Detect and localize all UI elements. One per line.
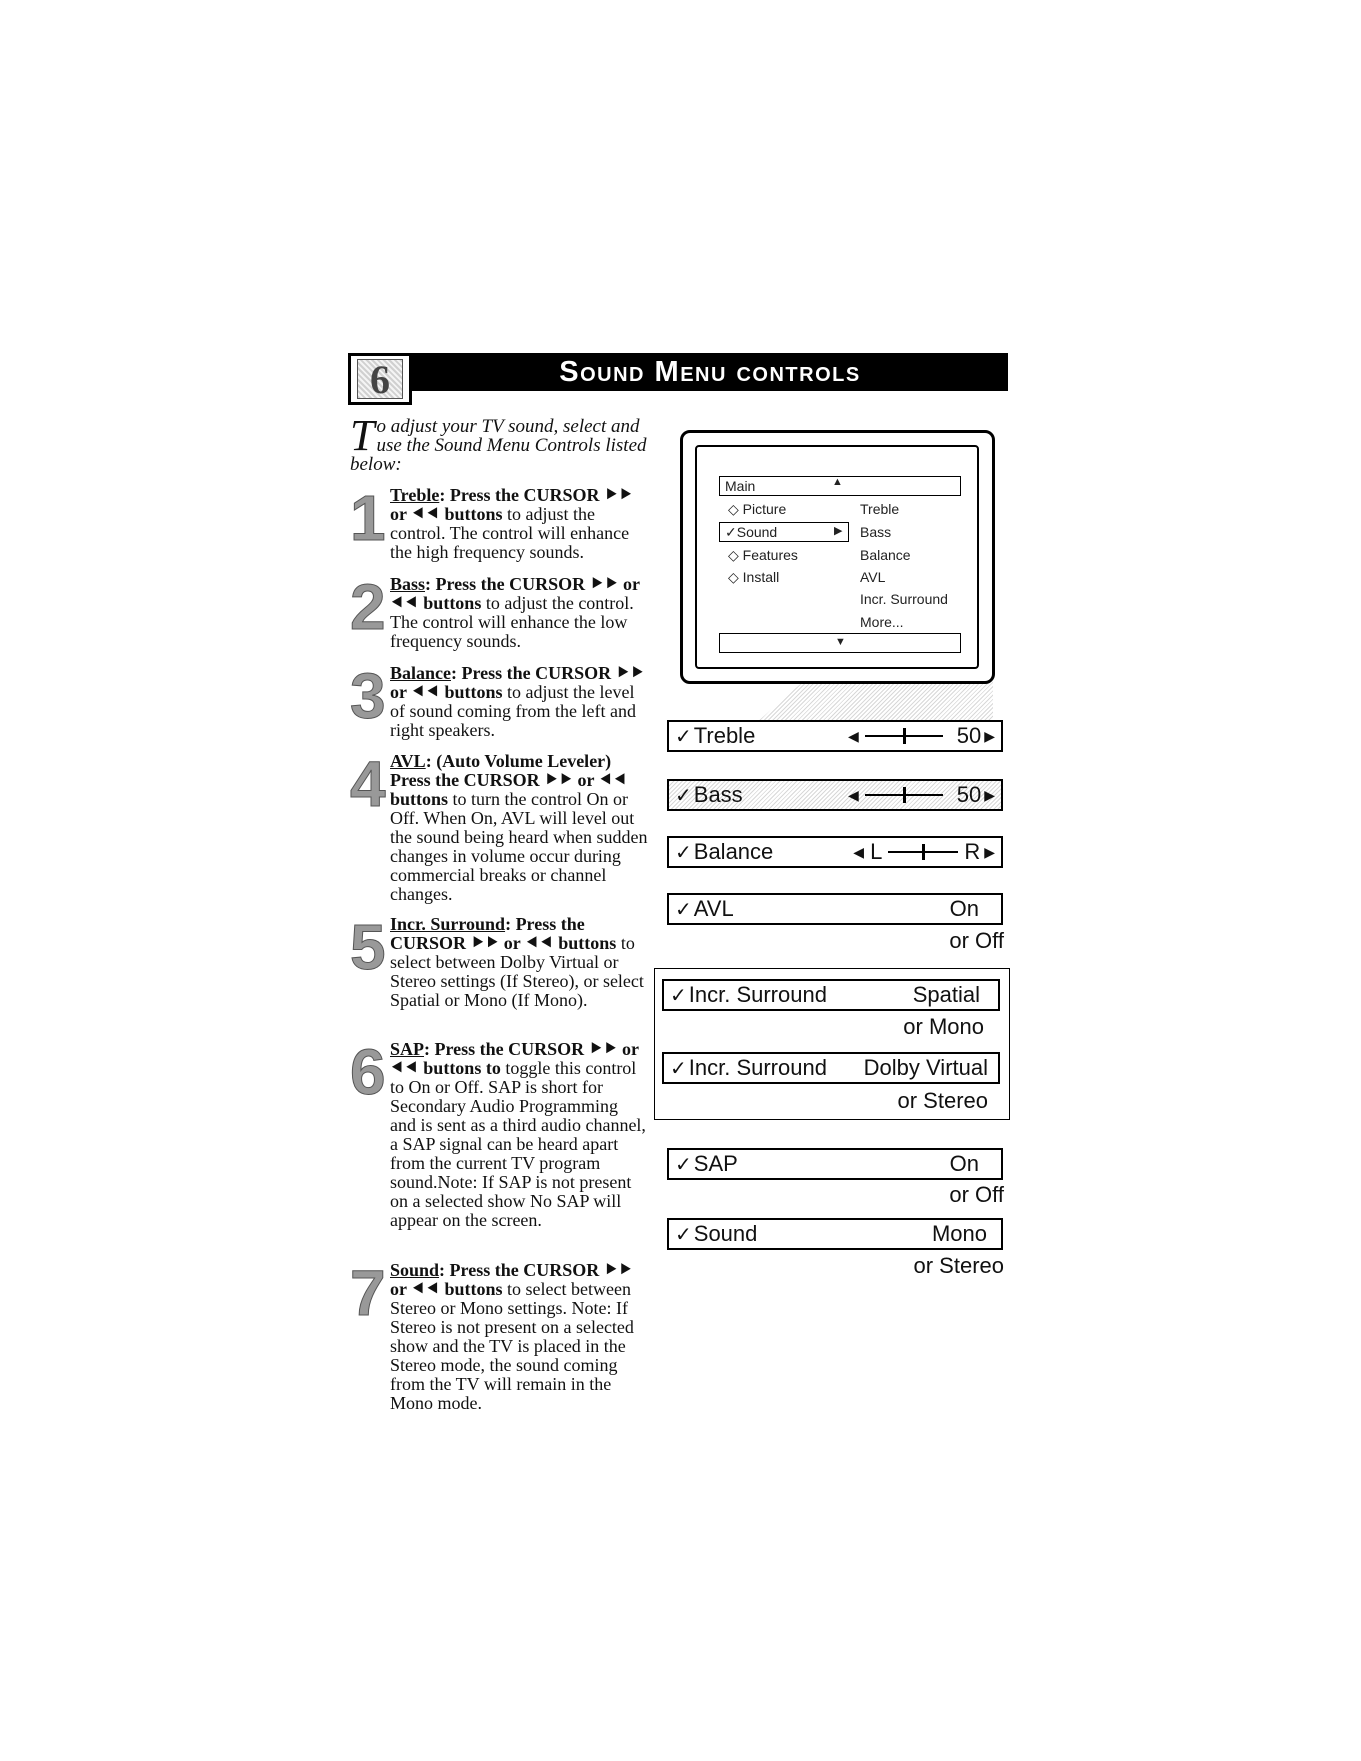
slider-knob bbox=[903, 728, 906, 744]
step-rest: to adjust the control. The control will enhance the low frequency sounds. bbox=[390, 593, 634, 651]
tv-submenu-more: More... bbox=[860, 614, 904, 630]
tv-menu-item-picture: ◇ Picture bbox=[728, 501, 787, 517]
avl-alt-value: or Off bbox=[949, 928, 1004, 953]
bass-bar bbox=[667, 779, 1003, 811]
step-bold: (Auto Volume Leveler) Press the CURSOR ⯈⯈ or ⯇⯇ buttons bbox=[390, 751, 628, 809]
bar-label: AVL bbox=[693, 896, 734, 921]
bar-value: Spatial bbox=[912, 982, 980, 1007]
sap-bar bbox=[667, 1148, 1003, 1180]
bar-value: On bbox=[949, 896, 979, 921]
slider-track bbox=[865, 794, 943, 796]
incr-surround-mono-bar bbox=[662, 979, 1000, 1011]
step-bold: Press the CURSOR ⯈⯈ or ⯇⯇ buttons bbox=[390, 485, 633, 524]
balance-right-label: R bbox=[964, 839, 981, 864]
step-sep: : bbox=[425, 574, 432, 594]
right-arrow-icon: ▶ bbox=[834, 525, 843, 537]
slider-track bbox=[865, 735, 943, 737]
right-arrow-icon: ▶ bbox=[984, 727, 995, 744]
bar-label: Balance bbox=[693, 839, 774, 864]
check-icon: ✓ bbox=[670, 984, 687, 1007]
sound-bar bbox=[667, 1218, 1003, 1250]
page-number: 6 bbox=[357, 359, 403, 399]
step-rest: to select between Stereo or Mono settings. Note: If Stereo is not present on a selected show and the TV is placed in the Stereo mode, the sound coming from the TV will remain in the Mono mode. bbox=[390, 1279, 634, 1413]
slider-track bbox=[888, 851, 958, 853]
step-sep: : bbox=[451, 663, 457, 683]
page-title: Sound Menu controls bbox=[559, 355, 861, 388]
step-bold: Press the CURSOR ⯈⯈ or ⯇⯇ buttons bbox=[390, 574, 640, 613]
step-sound bbox=[350, 1257, 648, 1413]
step-rest: to turn the control On or Off. When On, AVL will level out the sound being heard when sudden changes in volume occur during commercial breaks or channel changes. bbox=[390, 789, 648, 904]
step-number: 7 bbox=[350, 1257, 386, 1329]
check-icon: ✓ bbox=[675, 841, 692, 864]
step-name: AVL bbox=[390, 751, 426, 771]
balance-slider bbox=[853, 839, 980, 865]
step-balance bbox=[350, 660, 648, 740]
step-name: Incr. Surround bbox=[390, 914, 506, 934]
tv-menu-header: Main bbox=[725, 478, 756, 494]
step-bold: Press the CURSOR ⯈⯈ or ⯇⯇ buttons bbox=[390, 914, 617, 953]
incr-surround-stereo-alt: or Stereo bbox=[897, 1088, 988, 1113]
step-name: Bass bbox=[390, 574, 426, 594]
left-arrow-icon: ◀ bbox=[847, 727, 859, 744]
tv-submenu-balance: Balance bbox=[860, 547, 911, 563]
step-name: SAP bbox=[390, 1039, 425, 1059]
check-icon: ✓ bbox=[675, 898, 692, 921]
tv-submenu-avl: AVL bbox=[860, 569, 886, 585]
tv-menu-item-install: ◇ Install bbox=[728, 569, 780, 585]
treble-bar bbox=[667, 720, 1003, 752]
bar-value: 50 bbox=[956, 782, 982, 807]
down-arrow-icon: ▼ bbox=[835, 636, 846, 648]
bar-label: SAP bbox=[693, 1151, 738, 1176]
slider-knob bbox=[922, 844, 925, 860]
bar-value: Dolby Virtual bbox=[863, 1055, 988, 1080]
right-arrow-icon: ▶ bbox=[984, 786, 995, 803]
up-arrow-icon: ▲ bbox=[832, 476, 843, 488]
step-sep: : bbox=[424, 1039, 431, 1059]
balance-bar bbox=[667, 836, 1003, 868]
bass-slider bbox=[848, 787, 949, 804]
step-bold: Press the CURSOR ⯈⯈ or ⯇⯇ buttons to bbox=[390, 1039, 639, 1078]
step-treble bbox=[350, 482, 648, 562]
step-rest: to adjust the control. The control will enhance the high frequency sounds. bbox=[390, 504, 630, 562]
incr-surround-stereo-bar bbox=[662, 1052, 1000, 1084]
step-name: Treble bbox=[390, 485, 440, 505]
page-title-bar bbox=[412, 353, 1008, 391]
bar-label: Incr. Surround bbox=[688, 982, 827, 1007]
tv-menu-item-features: ◇ Features bbox=[728, 547, 798, 563]
tv-submenu-incr-surround: Incr. Surround bbox=[860, 591, 948, 607]
step-sep: : bbox=[439, 485, 446, 505]
bar-label: Incr. Surround bbox=[688, 1055, 827, 1080]
bar-label: Bass bbox=[693, 782, 743, 807]
step-number: 2 bbox=[350, 571, 386, 643]
intro-paragraph bbox=[350, 411, 650, 475]
slider-knob bbox=[903, 787, 906, 803]
tv-menu-item-sound: ✓Sound bbox=[725, 524, 778, 540]
check-icon: ✓ bbox=[675, 725, 692, 748]
balance-left-label: L bbox=[870, 839, 883, 864]
step-bold: Press the CURSOR ⯈⯈ or ⯇⯇ buttons bbox=[390, 663, 645, 702]
step-number: 4 bbox=[350, 748, 386, 820]
intro-dropcap: T bbox=[350, 411, 375, 460]
page-number-box bbox=[348, 353, 412, 405]
step-sep: : bbox=[425, 751, 432, 771]
left-arrow-icon: ◀ bbox=[853, 843, 865, 860]
check-icon: ✓ bbox=[675, 1223, 692, 1246]
check-icon: ✓ bbox=[670, 1057, 687, 1080]
step-sap bbox=[350, 1036, 648, 1230]
step-name: Sound bbox=[390, 1260, 440, 1280]
step-sep: : bbox=[439, 1260, 446, 1280]
step-number: 3 bbox=[350, 660, 386, 732]
step-bass bbox=[350, 571, 648, 651]
avl-bar bbox=[667, 893, 1003, 925]
step-rest: to adjust the level of sound coming from the left and right speakers. bbox=[390, 682, 636, 740]
bar-value: On bbox=[949, 1151, 979, 1176]
step-bold: Press the CURSOR ⯈⯈ or ⯇⯇ buttons bbox=[390, 1260, 633, 1299]
step-name: Balance bbox=[390, 663, 451, 683]
step-number: 1 bbox=[350, 482, 386, 554]
incr-surround-mono-alt: or Mono bbox=[903, 1014, 984, 1039]
check-icon: ✓ bbox=[675, 1153, 692, 1176]
left-arrow-icon: ◀ bbox=[847, 786, 859, 803]
treble-slider bbox=[848, 728, 949, 745]
step-incr-surround bbox=[350, 911, 648, 1010]
step-rest: toggle this control to On or Off. SAP is short for Secondary Audio Programming and is sent as a third audio channel, a SAP signal can be heard apart from the current TV program sound.Note: If SAP is not present on a selected show No SAP will appear on the screen. bbox=[390, 1058, 646, 1230]
sap-alt-value: or Off bbox=[949, 1182, 1004, 1207]
step-number: 5 bbox=[350, 911, 386, 983]
bar-value: Mono bbox=[931, 1221, 987, 1246]
intro-text: o adjust your TV sound, select and use the Sound Menu Controls listed below: bbox=[350, 416, 647, 475]
step-avl bbox=[350, 748, 648, 904]
step-rest: to select between Dolby Virtual or Stereo settings (If Stereo), or select Spatial or Mono (If Mono). bbox=[390, 933, 644, 1010]
sound-alt-value: or Stereo bbox=[913, 1253, 1004, 1278]
check-icon: ✓ bbox=[675, 784, 692, 807]
tv-submenu-bass: Bass bbox=[860, 524, 892, 540]
step-sep: : bbox=[505, 914, 512, 934]
step-number: 6 bbox=[350, 1036, 386, 1108]
bar-label: Treble bbox=[693, 723, 756, 748]
tv-submenu-treble: Treble bbox=[860, 501, 900, 517]
right-arrow-icon: ▶ bbox=[984, 843, 995, 860]
bar-value: 50 bbox=[956, 723, 982, 748]
bar-label: Sound bbox=[693, 1221, 758, 1246]
